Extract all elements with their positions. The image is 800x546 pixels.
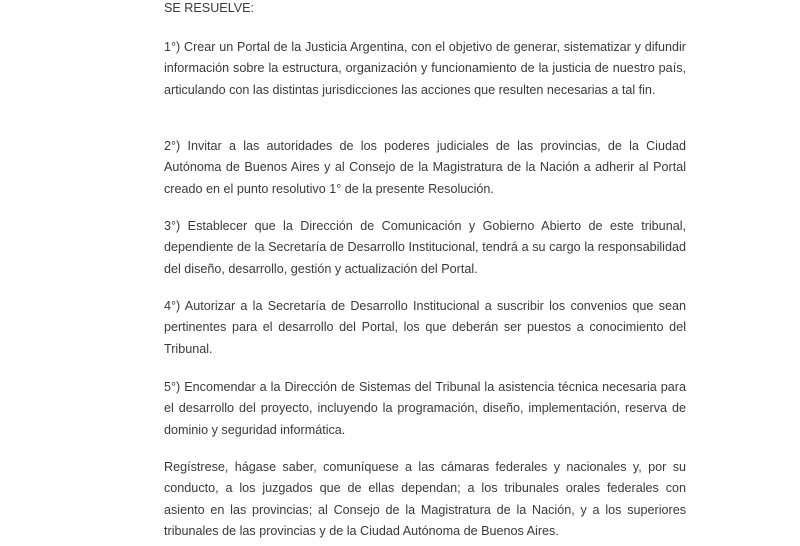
resolution-item-1: 1°) Crear un Portal de la Justicia Argentina, con el objetivo de generar, sistematizar y difundir información sobre la estructura, organización y funcionamiento de la justicia de nuestro país, articulando con las distintas jurisdicciones las acciones que resulten necesarias a tal fin.: [164, 40, 686, 97]
resolution-item-3: 3°) Establecer que la Dirección de Comunicación y Gobierno Abierto de este tribunal, dependiente de la Secretaría de Desarrollo Institucional, tendrá a su cargo la responsabilidad del diseño, desarrollo, gestión y actualización del Portal.: [164, 219, 686, 276]
resolution-heading: SE RESUELVE:: [164, 1, 255, 15]
resolution-item-5: 5°) Encomendar a la Dirección de Sistemas del Tribunal la asistencia técnica necesaria para el desarrollo del proyecto, incluyendo la programación, diseño, implementación, reserva de dominio y seguridad informática.: [164, 380, 686, 437]
resolution-item-2: 2°) Invitar a las autoridades de los poderes judiciales de las provincias, de la Ciudad Autónoma de Buenos Aires y al Consejo de la Magistratura de la Nación a adherir al Portal creado en el punto resolutivo 1° de la presente Resolución.: [164, 139, 686, 196]
resolution-document: [164, 0, 686, 539]
resolution-item-4: 4°) Autorizar a la Secretaría de Desarrollo Institucional a suscribir los convenios que sean pertinentes para el desarrollo del Portal, los que deberán ser puestos a conocimiento del Tribunal.: [164, 299, 686, 356]
resolution-closing: Regístrese, hágase saber, comuníquese a las cámaras federales y nacionales y, por su conducto, a los juzgados que de ellas dependan; a los tribunales orales federales con asiento en las provincias; al Consejo de la Magistratura de la Nación, y a los superiores tribunales de las provincias y de la Ciudad Autónoma de Buenos Aires.: [164, 460, 686, 539]
